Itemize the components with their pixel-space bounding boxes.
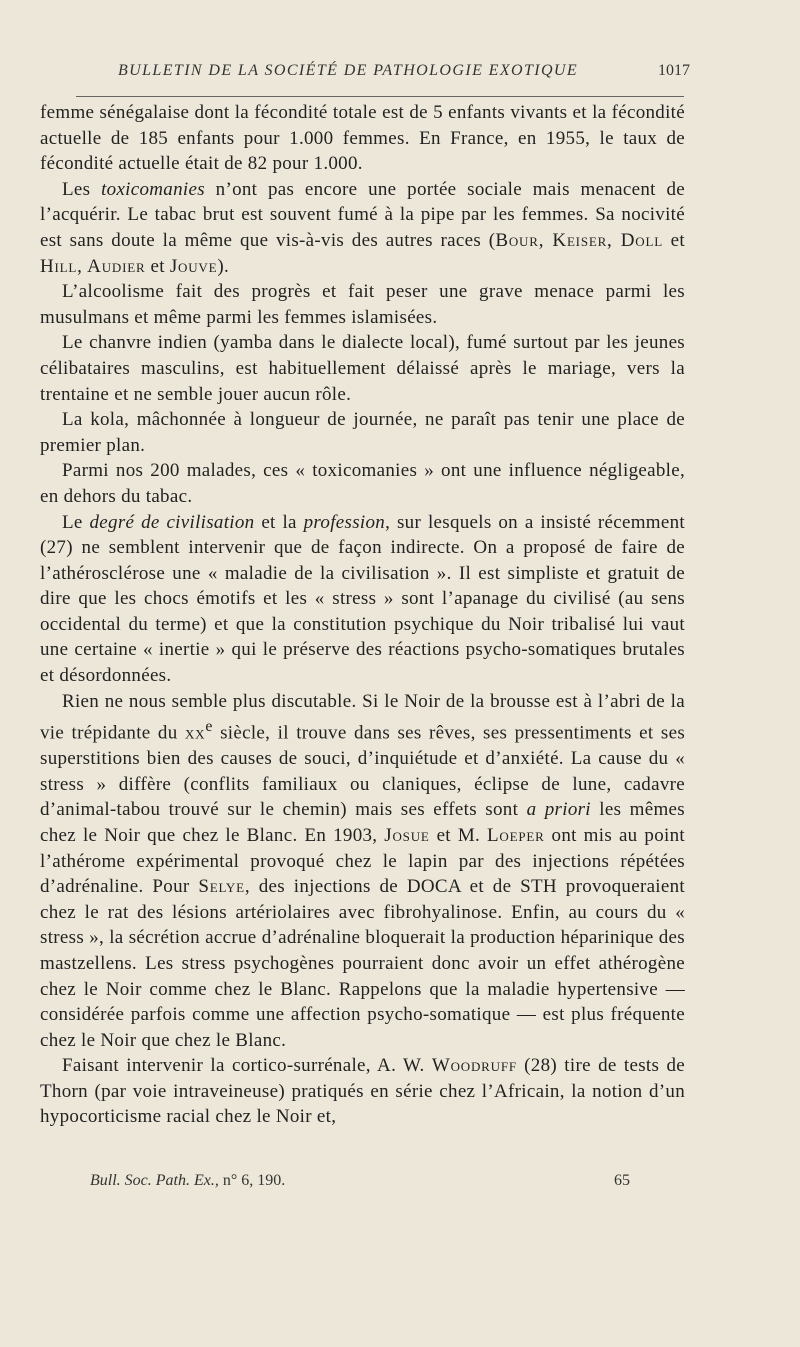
italic-term: a priori bbox=[526, 799, 591, 821]
italic-term: toxicomanies bbox=[101, 178, 205, 200]
author-names: Loeper bbox=[487, 824, 545, 846]
text-run: , des injections de DOCA et de STH provoqueraient chez le rat des lésions artériolaires avec fibrohyalinose. Enfin, au cours du « stress », la sécrétion accrue d’adrénaline bloquerait la production héparinique des mastzellens. Les stress psychogènes pourraient donc avoir un effet athérogène chez le Noir comme chez le Blanc. Rappelons que la maladie hypertensive — considérée parfois comme une affection psycho-somatique — est plus fréquente chez le Noir que chez le Blanc. bbox=[40, 876, 685, 1051]
page-number: 1017 bbox=[658, 62, 690, 79]
author-names: Hill, Audier bbox=[40, 255, 146, 277]
issue-number: n° 6, 190. bbox=[218, 1172, 286, 1189]
text-run: n’ont pas encore une portée sociale mais menacent de l’acquérir. Le tabac brut est souvent fumé à la pipe par les femmes. Sa nocivité est sans doute la même que vis-à-vis des autres races ( bbox=[40, 178, 685, 251]
paragraph-civilisation bbox=[40, 510, 685, 689]
superscript: e bbox=[205, 718, 213, 736]
text-run: et bbox=[145, 255, 170, 277]
paragraph-cortico-surrenale bbox=[40, 1053, 685, 1130]
header-rule bbox=[76, 96, 684, 97]
text-run: et M. bbox=[429, 824, 488, 846]
century-numeral: xx bbox=[184, 722, 206, 744]
text-run: , sur lesquels on a insisté récemment (27) ne semblent intervenir que de façon indirecte. On a proposé de faire de l’athérosclérose une « maladie de la civilisation ». Il est simpliste et gratuit de dire que les chocs émotifs et les « stress » sont l’apanage du civilisé (au sens occidental du terme) et que la constitution psychique du Noir tribalisé lui vaut une certaine « inertie » qui le préserve des réactions psycho-somatiques brutales et désordonnées. bbox=[40, 511, 685, 687]
text-run: Les bbox=[62, 178, 102, 200]
paragraph-kola: La kola, mâchonnée à longueur de journée, ne paraît pas tenir une place de premier plan. bbox=[40, 409, 685, 456]
paragraph-stress bbox=[40, 689, 685, 1054]
journal-abbrev: Bull. Soc. Path. Ex., bbox=[90, 1172, 219, 1189]
paragraph-chanvre: Le chanvre indien (yamba dans le dialecte local), fumé surtout par les jeunes célibataires masculins, est habituellement délaissé après le mariage, vers la trentaine et ne semble jouer aucun rôle. bbox=[40, 332, 685, 405]
body-text bbox=[40, 100, 685, 1130]
running-title: BULLETIN DE LA SOCIÉTÉ DE PATHOLOGIE EXOTIQUE bbox=[118, 62, 579, 79]
text-run: ont mis au point l’athérome expérimental provoqué chez le lapin par des injections répétées d’adrénaline. Pour bbox=[40, 824, 685, 898]
text-run: les mêmes chez le Noir que chez le Blanc. En 1903, bbox=[40, 799, 685, 846]
paragraph-alcoolisme: L’alcoolisme fait des progrès et fait peser une grave menace parmi les musulmans et même parmi les femmes islamisées. bbox=[40, 281, 685, 328]
italic-term: degré de civilisation bbox=[89, 511, 255, 533]
paragraph-malades: Parmi nos 200 malades, ces « toxicomanies » ont une influence négligeable, en dehors du tabac. bbox=[40, 460, 685, 507]
sheet-number: 65 bbox=[614, 1172, 630, 1189]
journal-citation bbox=[90, 1172, 285, 1190]
author-names: Woodruff bbox=[431, 1055, 517, 1077]
italic-term: profession bbox=[303, 511, 386, 533]
author-names: Selye bbox=[198, 876, 245, 898]
text-run: Rien ne nous semble plus discutable. Si le Noir de la brousse est à l’abri de la vie trépidante du bbox=[40, 690, 685, 744]
author-names: Josue bbox=[384, 824, 430, 846]
author-names: Jouve bbox=[169, 255, 218, 277]
text-run: (28) tire de tests de Thorn (par voie intraveineuse) pratiqués en série chez l’Africain, la notion d’un hypocorticisme racial chez le Noir et, bbox=[40, 1055, 685, 1128]
text-run: et bbox=[662, 229, 685, 251]
text-run: ). bbox=[217, 255, 230, 277]
text-run: siècle, il trouve dans ses rêves, ses pressentiments et ses superstitions bien des causes de souci, d’inquiétude et d’anxiété. La cause du « stress » diffère (conflits familiaux ou claniques, éclipse de lune, cadavre d’animal-tabou trouvé sur le chemin) mais ses effets sont bbox=[40, 722, 686, 821]
running-header bbox=[40, 58, 690, 88]
text-run: Faisant intervenir la cortico-surrénale, A. W. bbox=[62, 1055, 432, 1077]
text-run: et la bbox=[254, 511, 304, 533]
author-names: Bour, Keiser, Doll bbox=[495, 229, 663, 251]
text-run: Le bbox=[62, 511, 90, 533]
paragraph-toxicomanies bbox=[40, 177, 685, 279]
page-footer bbox=[90, 1172, 630, 1196]
paragraph-fecondite: femme sénégalaise dont la fécondité totale est de 5 enfants vivants et la fécondité actuelle de 185 enfants pour 1.000 femmes. En France, en 1955, le taux de fécondité actuelle était de 82 pour 1.000. bbox=[40, 102, 685, 175]
